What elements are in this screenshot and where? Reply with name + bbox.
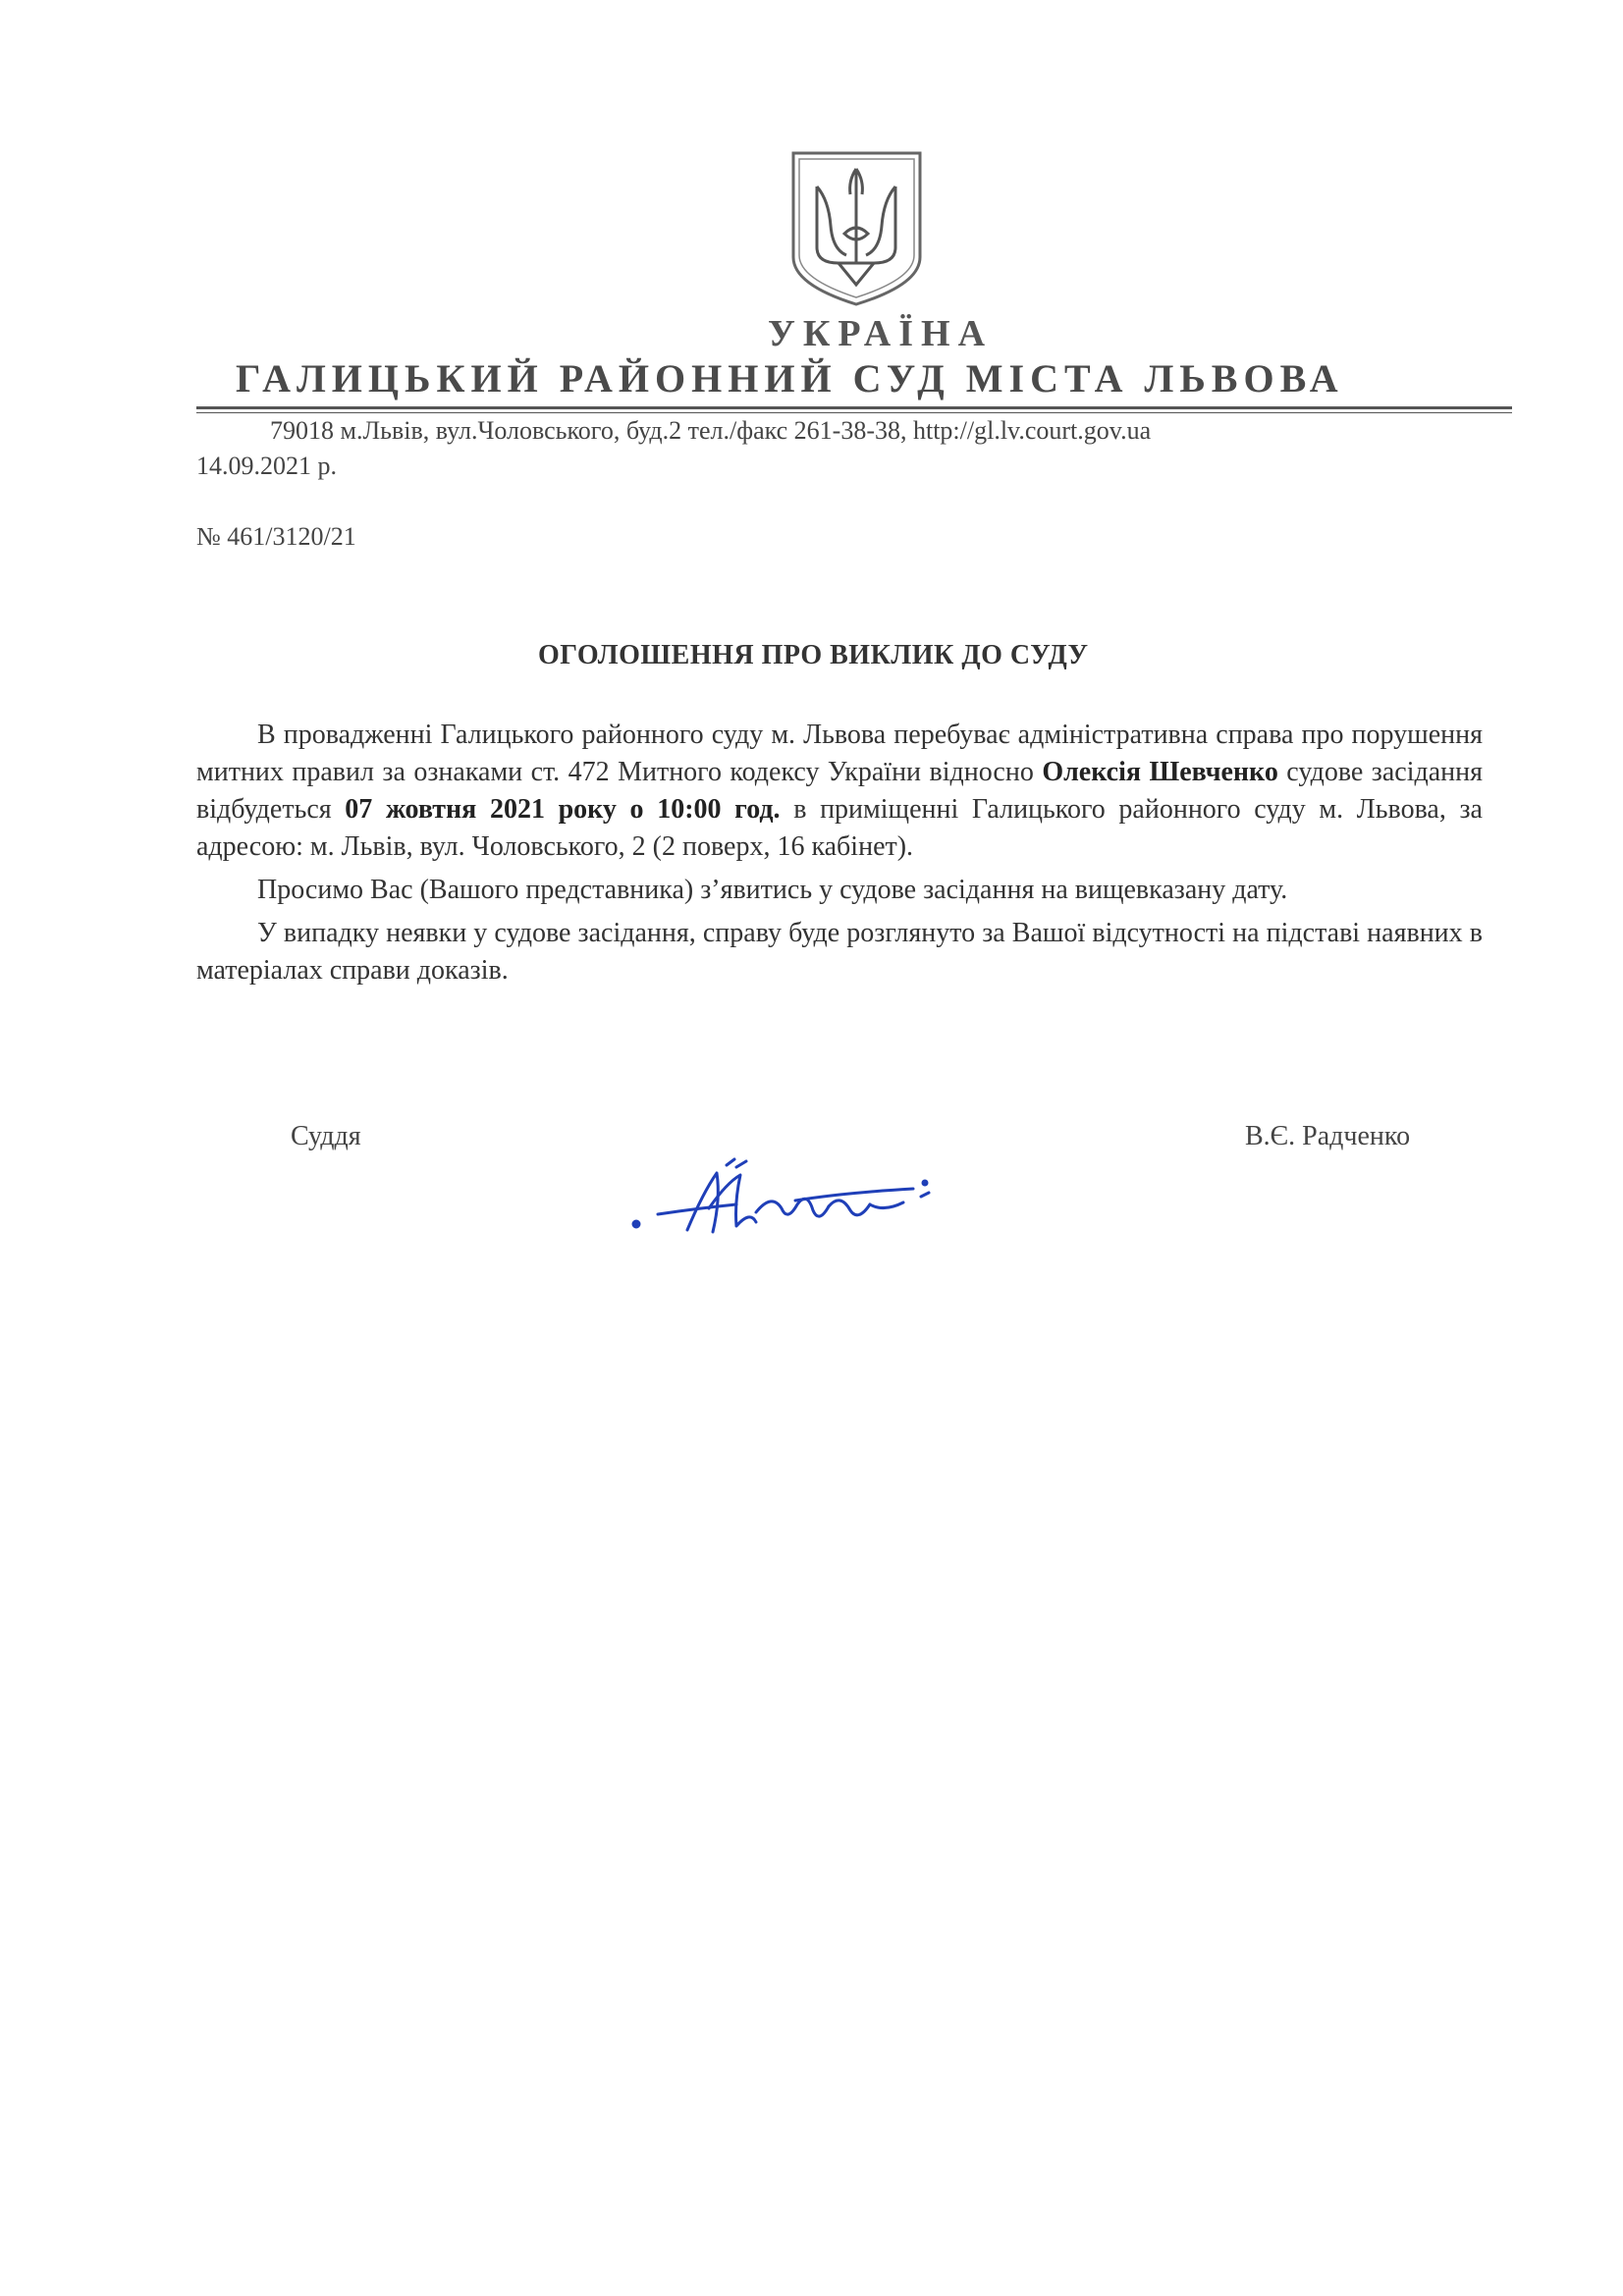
trident-coat-of-arms-icon [785, 147, 928, 309]
paragraph-summons: В провадженні Галицького районного суду м. Львова перебуває адміністративна справа про порушення митних правил за ознаками ст. 472 Митного кодексу України відносно Олексія Шевченко судове засідання відбудеться 07 жовтня 2021 року о 10:00 год. в приміщенні Галицького районного суду м. Львова, за адресою: м. Львів, вул. Чоловського, 2 (2 поверх, 16 кабінет). [196, 720, 1483, 862]
header-divider [196, 406, 1512, 409]
document-body [196, 717, 1483, 995]
paragraph-request: Просимо Вас (Вашого представника) з’явитись у судове засідання на вищевказану дату. [257, 875, 1288, 905]
signer-name: В.Є. Радченко [1245, 1121, 1411, 1151]
header-divider-thin [196, 412, 1512, 413]
hearing-datetime: 07 жовтня 2021 року о 10:00 год. [345, 794, 781, 825]
document-title: ОГОЛОШЕННЯ ПРО ВИКЛИК ДО СУДУ [538, 640, 1089, 670]
signer-role: Суддя [291, 1121, 361, 1151]
case-number: № 461/3120/21 [196, 522, 356, 551]
court-address: 79018 м.Львів, вул.Чоловського, буд.2 тел./факс 261-38-38, http://gl.lv.court.gov.ua [270, 416, 1152, 445]
defendant-name: Олексія Шевченко [1042, 757, 1278, 787]
handwritten-signature-icon [619, 1153, 952, 1242]
country-name: УКРАЇНА [767, 313, 994, 354]
court-name: ГАЛИЦЬКИЙ РАЙОННИЙ СУД МІСТА ЛЬВОВА [236, 356, 1344, 400]
document-date: 14.09.2021 р. [196, 452, 337, 480]
paragraph-warning: У випадку неявки у судове засідання, справу буде розглянуто за Вашої відсутності на підставі наявних в матеріалах справи доказів. [196, 918, 1483, 986]
